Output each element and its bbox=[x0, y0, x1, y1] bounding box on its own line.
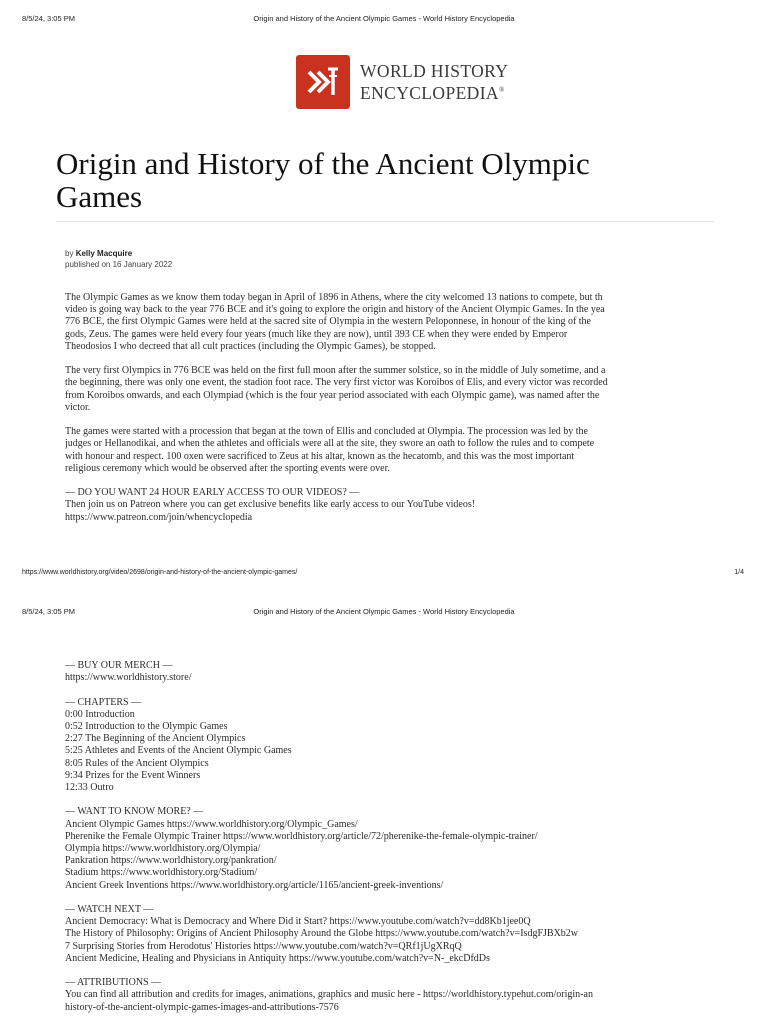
registered-mark: ® bbox=[498, 85, 505, 94]
article-title-line-2: Games bbox=[56, 179, 143, 214]
paragraph-line: religious ceremony which would be observed after the sporting events were over. bbox=[65, 462, 390, 474]
section-line: 5:25 Athletes and Events of the Ancient Olympic Games bbox=[65, 745, 292, 757]
paragraph-gap bbox=[65, 794, 713, 806]
section-line[interactable]: https://www.worldhistory.store/ bbox=[65, 672, 192, 684]
byline bbox=[65, 248, 172, 270]
section-line[interactable]: Stadium https://www.worldhistory.org/Stadium/ bbox=[65, 867, 258, 879]
paragraph-line: with honour and respect. 100 oxen were sacrificed to Zeus at his altar, known as the hecatomb, and this was the most important bbox=[65, 450, 575, 462]
section-line[interactable]: Ancient Democracy: What is Democracy and Where Did it Start? https://www.youtube.com/watch?v=dd8Kb1jee0Q bbox=[65, 916, 531, 928]
print-header-page-2 bbox=[0, 607, 768, 621]
article-title-line-1: Origin and History of the Ancient Olympic bbox=[56, 146, 590, 181]
print-page-title: Origin and History of the Ancient Olympic Games - World History Encyclopedia bbox=[253, 14, 515, 23]
print-timestamp: 8/5/24, 3:05 PM bbox=[22, 14, 75, 23]
logo-mark-icon bbox=[296, 55, 350, 109]
article-title bbox=[56, 147, 716, 213]
paragraph-line: judges or Hellanodikai, and when the athletes and officials were all at the site, they swore an oath to follow the rules and to compete bbox=[65, 438, 595, 450]
paragraph-line: 776 BCE, the first Olympic Games were held at the sacred site of Olympia in the western Peloponnese, in honour of the king of the bbox=[65, 316, 591, 328]
section-line[interactable]: You can find all attribution and credits for images, animations, graphics and music here - https://worldhistory.typehut.com/origin-an bbox=[65, 989, 593, 1001]
section-line: 2:27 The Beginning of the Ancient Olympics bbox=[65, 733, 246, 745]
paragraph-gap bbox=[65, 475, 713, 487]
author-link[interactable]: Kelly Macquire bbox=[75, 249, 133, 258]
site-logo[interactable] bbox=[296, 55, 508, 109]
section-line: — CHAPTERS — bbox=[65, 696, 142, 708]
section-line[interactable]: Ancient Medicine, Healing and Physicians in Antiquity https://www.youtube.com/watch?v=N-_ekcDfdDs bbox=[65, 952, 490, 964]
paragraph-gap bbox=[65, 353, 713, 365]
print-header bbox=[0, 14, 768, 28]
article-description bbox=[65, 292, 713, 532]
paragraph-line: — DO YOU WANT 24 HOUR EARLY ACCESS TO OUR VIDEOS? — bbox=[65, 487, 360, 499]
section-line: 0:52 Introduction to the Olympic Games bbox=[65, 721, 228, 732]
paragraph-gap bbox=[65, 892, 713, 904]
paragraph-line: the beginning, there was only one event, the stadion foot race. The very first victor was Koroibos of Elis, and every victor was recorded bbox=[65, 377, 608, 389]
section-line: — BUY OUR MERCH — bbox=[65, 660, 173, 671]
paragraph-gap bbox=[65, 965, 713, 977]
section-line[interactable]: Pherenike the Female Olympic Trainer https://www.worldhistory.org/article/72/pherenike-the-female-olympic-trainer/ bbox=[65, 830, 538, 842]
paragraph-line[interactable]: https://www.patreon.com/join/whencyclopedia bbox=[65, 511, 253, 523]
logo-line-2-text: ENCYCLOPEDIA bbox=[360, 82, 499, 103]
paragraph-line: The Olympic Games as we know them today began in April of 1896 in Athens, where the city welcomed 13 nations to compete, but th bbox=[65, 292, 603, 303]
section-line[interactable]: Ancient Greek Inventions https://www.worldhistory.org/article/1165/ancient-greek-inventions/ bbox=[65, 879, 444, 891]
section-line[interactable]: 7 Surprising Stories from Herodotus' Histories https://www.youtube.com/watch?v=QRf1jUgXRqQ bbox=[65, 940, 462, 952]
print-footer-url: https://www.worldhistory.org/video/2698/origin-and-history-of-the-ancient-olympic-games/ bbox=[22, 569, 298, 576]
section-line[interactable]: Olympia https://www.worldhistory.org/Olympia/ bbox=[65, 843, 261, 855]
paragraph-line: gods, Zeus. The games were held every four years (much like they are now), until 393 CE when they were ended by Emperor bbox=[65, 328, 568, 340]
logo-wordmark bbox=[360, 62, 508, 103]
author-line bbox=[65, 248, 172, 259]
paragraph-line: The very first Olympics in 776 BCE was held on the first full moon after the summer solstice, so in the middle of July sometime, and a bbox=[65, 365, 606, 377]
section-line: 12:33 Outro bbox=[65, 782, 114, 794]
section-line: — WANT TO KNOW MORE? — bbox=[65, 806, 204, 818]
logo-line-1: WORLD HISTORY bbox=[360, 60, 509, 81]
paragraph-line: video is going way back to the year 776 BCE and it's going to explore the origin and history of the Ancient Olympic Games. In the yea bbox=[65, 304, 605, 316]
section-line: — WATCH NEXT — bbox=[65, 904, 154, 916]
by-label: by bbox=[65, 249, 74, 258]
description-continued bbox=[65, 660, 713, 1020]
section-line: 8:05 Rules of the Ancient Olympics bbox=[65, 757, 209, 769]
print-page-number: 1/4 bbox=[734, 569, 744, 576]
title-divider bbox=[56, 221, 714, 222]
published-date: published on 16 January 2022 bbox=[65, 260, 173, 269]
section-line[interactable]: Ancient Olympic Games https://www.worldhistory.org/Olympic_Games/ bbox=[65, 818, 358, 830]
section-line: — ATTRIBUTIONS — bbox=[65, 977, 162, 989]
paragraph-line: Then join us on Patreon where you can get exclusive benefits like early access to our YouTube videos! bbox=[65, 499, 476, 511]
print-page-title: Origin and History of the Ancient Olympic Games - World History Encyclopedia bbox=[253, 607, 515, 616]
section-line: 0:00 Introduction bbox=[65, 708, 135, 720]
print-timestamp: 8/5/24, 3:05 PM bbox=[22, 607, 75, 616]
logo-line-2 bbox=[360, 81, 508, 103]
paragraph-line: from Koroibos onwards, and each Olympiad (which is the four year period associated with each Olympic game), was named after the bbox=[65, 389, 600, 401]
section-line[interactable]: The History of Philosophy: Origins of Ancient Philosophy Around the Globe https://www.youtube.com/watch?v=IsdgFJBXb2w bbox=[65, 928, 579, 940]
section-line[interactable]: Pankration https://www.worldhistory.org/pankration/ bbox=[65, 855, 277, 867]
paragraph-line: Theodosios I who decreed that all cult practices (including the Olympic Games), be stopped. bbox=[65, 340, 436, 352]
paragraph-line: The games were started with a procession that began at the town of Ellis and concluded at Olympia. The procession was led by the bbox=[65, 426, 588, 438]
section-line: history-of-the-ancient-olympic-games-images-and-attributions-7576 bbox=[65, 1001, 339, 1013]
paragraph-gap bbox=[65, 684, 713, 696]
paragraph-gap bbox=[65, 414, 713, 426]
paragraph-line: victor. bbox=[65, 401, 91, 413]
section-line: 9:34 Prizes for the Event Winners bbox=[65, 769, 201, 781]
